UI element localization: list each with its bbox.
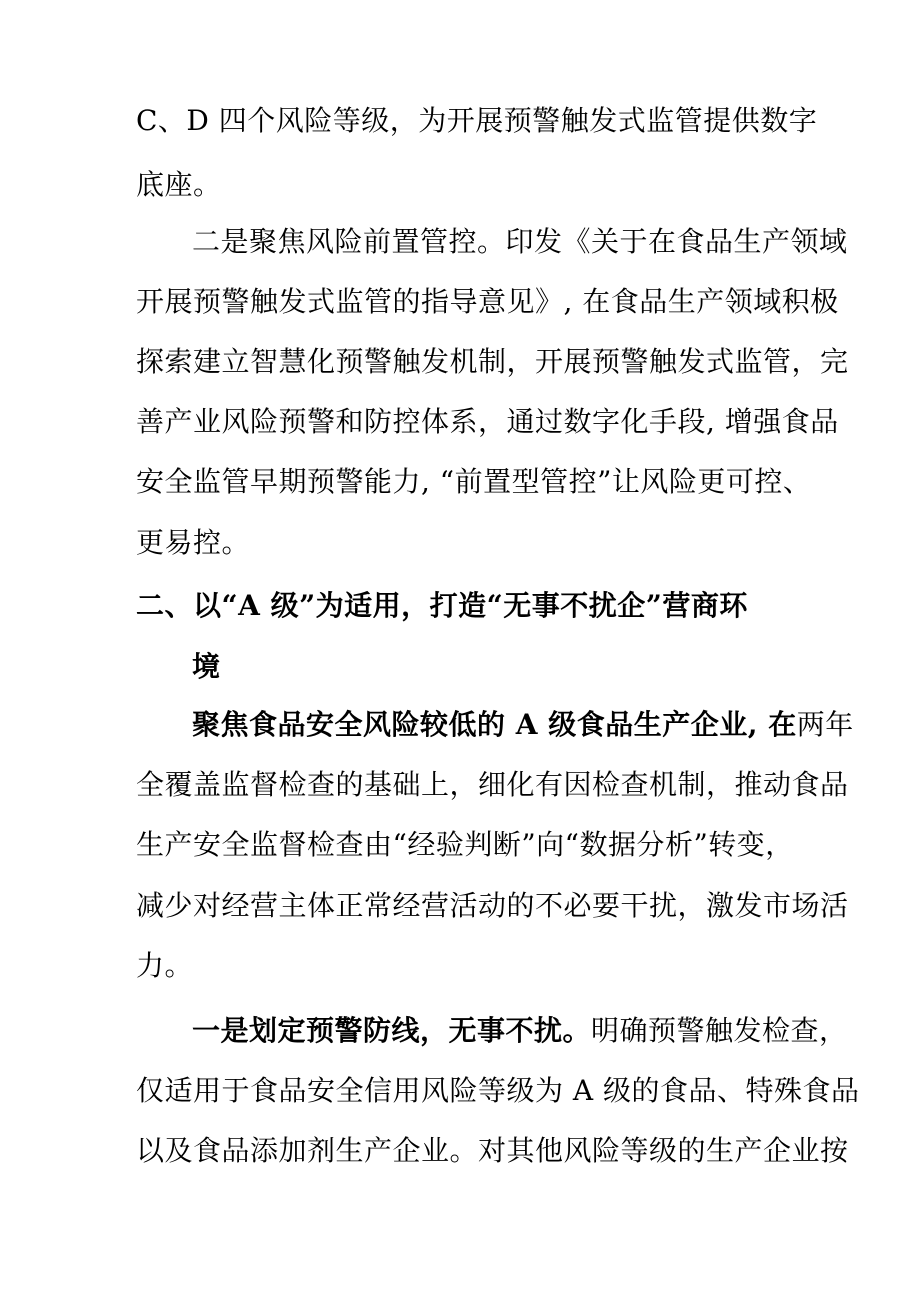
text-line: C、D 四个风险等级，为开展预警触发式监管提供数字 [136,104,818,137]
section-heading: 二、以“A 级”为适用，打造“无事不扰企”营商环 [136,589,748,622]
text-segment: 明确预警触发检查， [591,1014,848,1047]
text-line: 底座。 [136,168,222,201]
text-line: 减少对经营主体正常经营活动的不必要干扰，激发市场活 [136,889,849,922]
text-line: 生产安全监督检查由“经验判断”向“数据分析”转变， [136,828,794,861]
text-segment: 两年 [796,708,854,741]
paragraph-first-line [192,1013,848,1049]
text-line: 安全监管早期预警能力, “前置型管控”让风险更可控、 [136,465,812,498]
text-line: 开展预警触发式监管的指导意见》, 在食品生产领域积极 [136,285,839,318]
text-line: 力。 [136,949,194,982]
bold-lead: 一是划定预警防线，无事不扰。 [192,1014,592,1047]
bold-lead: 聚焦食品安全风险较低的 A 级食品生产企业, 在 [192,708,797,741]
text-line: 更易控。 [136,526,251,559]
text-line: 善产业风险预警和防控体系，通过数字化手段, 增强食品 [136,405,839,438]
text-line: 以及食品添加剂生产企业。对其他风险等级的生产企业按 [136,1134,849,1167]
section-heading-continuation: 境 [192,650,221,683]
text-line: 仅适用于食品安全信用风险等级为 A 级的食品、特殊食品 [136,1074,860,1107]
text-line: 探索建立智慧化预警触发机制，开展预警触发式监管，完 [136,345,849,378]
paragraph-first-line: 二是聚焦风险前置管控。印发《关于在食品生产领域 [192,225,848,258]
text-line: 全覆盖监督检查的基础上，细化有因检查机制，推动食品 [136,768,849,801]
paragraph-first-line [192,707,854,743]
